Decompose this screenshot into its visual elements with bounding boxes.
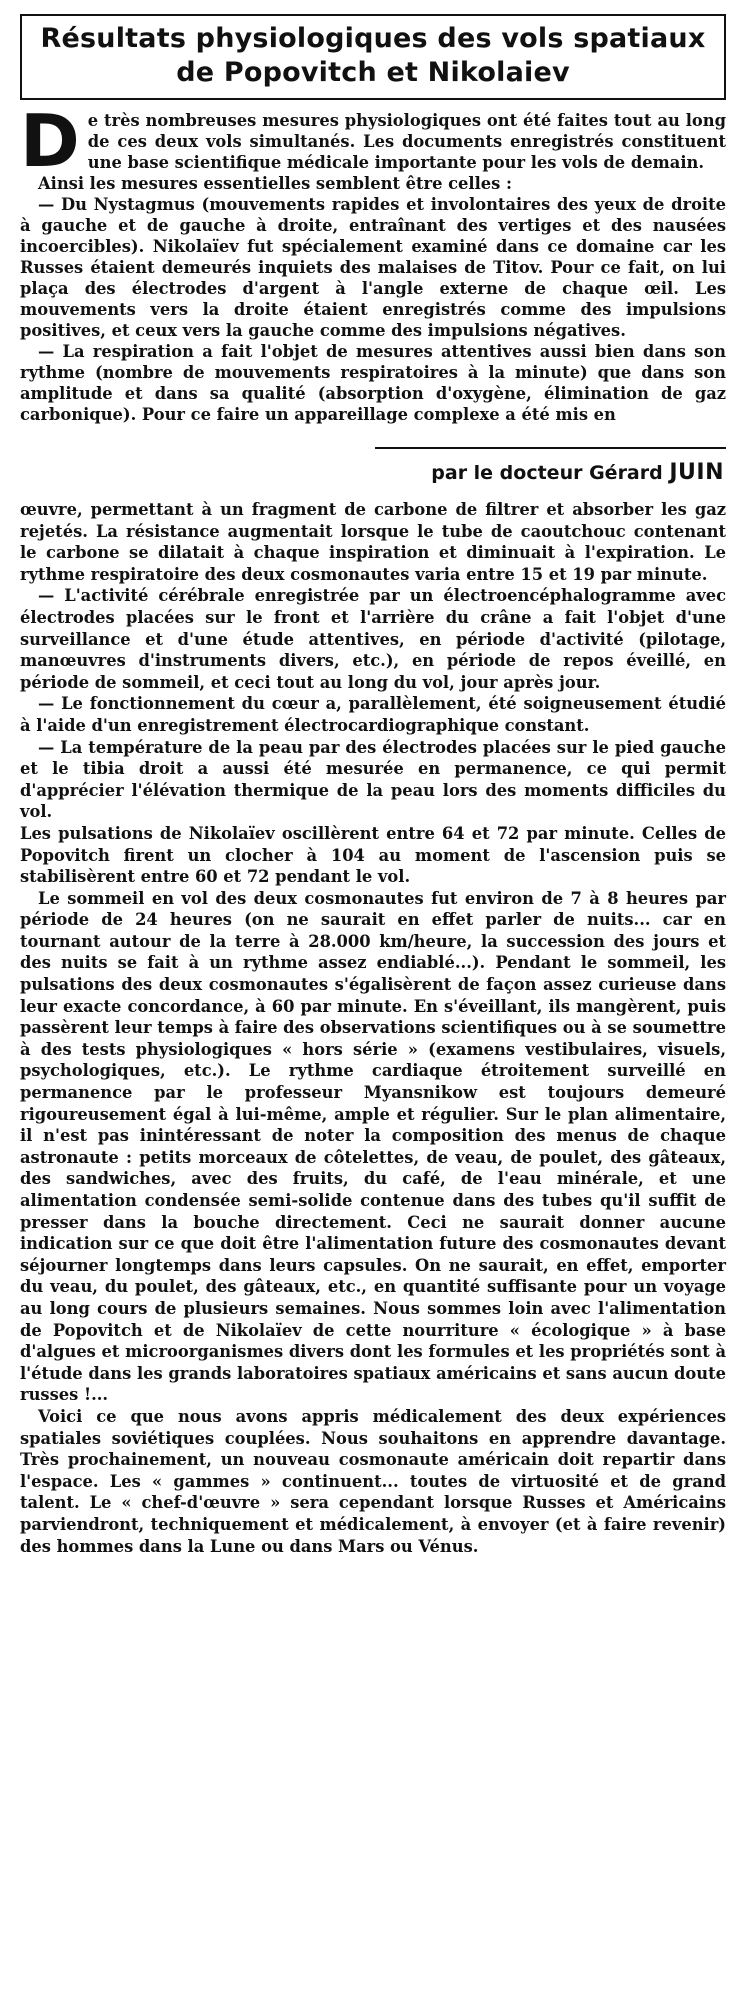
- paragraph-top-4: — La respiration a fait l'objet de mesures attentives aussi bien dans son rythme (nombre de mouvements respiratoires à la minute) que dans son amplitude et dans sa qualité (absorption d'oxygène, élimination de gaz carbonique). Pour ce faire un appareillage complexe a été mis en: [20, 342, 726, 424]
- paragraph-bottom-6: Le sommeil en vol des deux cosmonautes fut environ de 7 à 8 heures par période de 24 heures (on ne saurait en effet parler de nuits... car en tournant autour de la terre à 28.000 km/heure, la succession des jours et des nuits se fait à un rythme assez endiablé...). Pendant le sommeil, les pulsations des deux cosmonautes s'égalisèrent de façon assez curieuse dans leur exacte concordance, à 60 par minute. En s'éveillant, ils mangèrent, puis passèrent leur temps à faire des observations scientifiques ou à se soumettre à des tests physiologiques « hors série » (examens vestibulaires, visuels, psychologiques, etc.). Le rythme cardiaque étroitement surveillé en permanence par le professeur Myansnikow est toujours demeuré rigoureusement égal à lui-même, ample et régulier. Sur le plan alimentaire, il n'est pas inintéressant de noter la composition des menus de chaque astronaute : petits morceaux de côtelettes, de veau, de poulet, des gâteaux, des sandwiches, avec des fruits, du café, de l'eau minérale, et une alimentation condensée semi-solide contenue dans des tubes qu'il suffit de presser dans la bouche directement. Ceci ne saurait donner aucune indication sur ce que doit être l'alimentation future des cosmonautes devant séjourner longtemps dans leurs capsules. On ne saurait, en effet, emporter du veau, du poulet, des gâteaux, etc., en quantité suffisante pour un voyage au long cours de plusieurs semaines. Nous sommes loin avec l'alimentation de Popovitch et de Nikolaïev de cette nourriture « écologique » à base d'algues et microorganismes divers dont les formules et les propriétés sont à l'étude dans les grands laboratoires spatiaux américains et sans aucun doute russes !...: [20, 888, 726, 1405]
- article-body-bottom: [20, 499, 726, 1557]
- paragraph-bottom-7: Voici ce que nous avons appris médicalement des deux expériences spatiales soviétiques couplées. Nous souhaitons en apprendre davantage. Très prochainement, un nouveau cosmonaute américain doit repartir dans l'espace. Les « gammes » continuent... toutes de virtuosité et de grand talent. Le « chef-d'œuvre » sera cependant lorsque Russes et Américains parviendront, techniquement et médicalement, à envoyer (et à faire revenir) des hommes dans la Lune ou dans Mars ou Vénus.: [20, 1406, 726, 1556]
- article-title-box: [20, 14, 726, 100]
- article-body-top: [20, 99, 726, 425]
- paragraph-top-3: — Du Nystagmus (mouvements rapides et involontaires des yeux de droite à gauche et de gauche à droite, entraînant des vertiges et des nausées incoercibles). Nikolaïev fut spécialement examiné dans ce domaine car les Russes étaient demeurés inquiets des malaises de Titov. Pour ce fait, on lui plaça des électrodes d'argent à l'angle externe de chaque œil. Les mouvements vers la droite étaient enregistrés comme des impulsions positives, et ceux vers la gauche comme des impulsions négatives.: [20, 195, 726, 340]
- paragraph-intro-text: e très nombreuses mesures physiologiques ont été faites tout au long de ces deux vols simultanés. Les documents enregistrés constituent une base scientifique médicale importante pour les vols de demain.: [87, 111, 726, 172]
- paragraph-bottom-1: œuvre, permettant à un fragment de carbone de filtrer et absorber les gaz rejetés. La résistance augmentait lorsque le tube de caoutchouc contenant le carbone se dilatait à chaque inspiration et diminuait à l'expiration. Le rythme respiratoire des deux cosmonautes varia entre 15 et 19 par minute.: [20, 500, 726, 584]
- byline-prefix: par le docteur Gérard: [431, 462, 670, 484]
- byline-rule: [375, 447, 726, 449]
- paragraph-bottom-3: — Le fonctionnement du cœur a, parallèlement, été soigneusement étudié à l'aide d'un enregistrement électrocardiographique constant.: [20, 694, 726, 735]
- drop-cap: D: [20, 99, 80, 183]
- paragraph-intro: [20, 99, 726, 183]
- article-title-line-1: Résultats physiologiques des vols spatiaux: [40, 23, 706, 54]
- paragraph-top-2: Ainsi les mesures essentielles semblent être celles :: [38, 174, 512, 193]
- paragraph-bottom-4: — La température de la peau par des électrodes placées sur le pied gauche et le tibia droit a aussi été mesurée en permanence, ce qui permit d'apprécier l'élévation thermique de la peau lors des moments difficiles du vol.: [20, 737, 726, 822]
- byline-author: JUIN: [669, 460, 724, 485]
- article-title-line-2: de Popovitch et Nikolaiev: [176, 57, 570, 88]
- paragraph-bottom-5: Les pulsations de Nikolaïev oscillèrent entre 64 et 72 par minute. Celles de Popovitch firent un clocher à 104 au moment de l'ascension puis se stabilisèrent entre 60 et 72 pendant le vol.: [20, 823, 726, 887]
- paragraph-bottom-2: — L'activité cérébrale enregistrée par un électroencéphalogramme avec électrodes placées sur le front et l'arrière du crâne a fait l'objet d'une surveillance et d'une étude attentives, en période d'activité (pilotage, manœuvres d'instruments divers, etc.), en période de repos éveillé, en période de sommeil, et ceci tout au long du vol, jour après jour.: [20, 586, 726, 692]
- byline: [20, 461, 726, 485]
